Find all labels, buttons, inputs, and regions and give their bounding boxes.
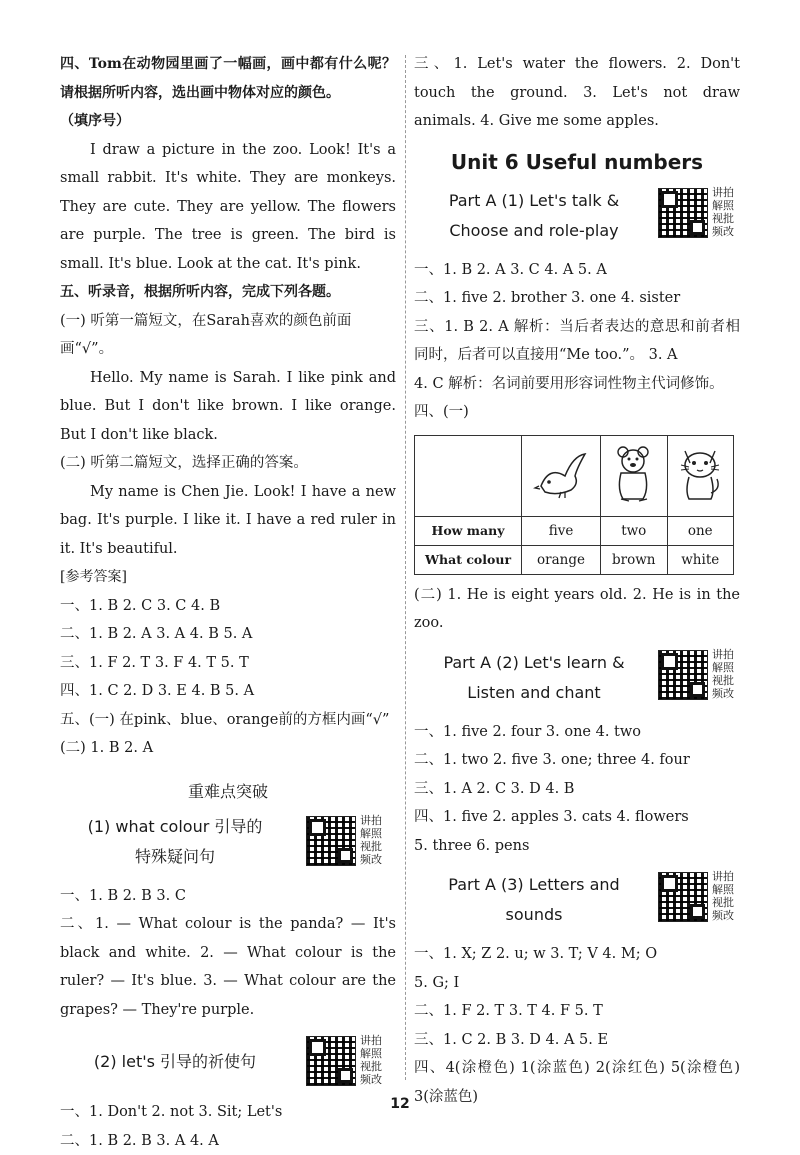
qr-code-icon[interactable]: [306, 1036, 356, 1086]
partA1-title-line1: Part A (1) Let's talk &: [414, 186, 654, 216]
answer-line: 一、1. X; Z 2. u; w 3. T; V 4. M; O: [414, 940, 740, 969]
sub1-title-line1: (1) what colour 引导的: [60, 812, 290, 842]
bear-icon: [601, 435, 667, 516]
answer-line: 二、1. B 2. A 3. A 4. B 5. A: [60, 620, 396, 649]
answer-line: 一、1. Don't 2. not 3. Sit; Let's: [60, 1098, 396, 1127]
answer-line: (二) 1. B 2. A: [60, 734, 396, 763]
qr-code-icon[interactable]: [658, 650, 708, 700]
answer-line: 二、1. — What colour is the panda? — It's black and white. 2. — What colour is the ruler? — It's blue. 3. — What colour are the grapes? — They're purple.: [60, 910, 396, 1024]
partA2-title-line2: Listen and chant: [414, 678, 654, 708]
left-column: [60, 50, 396, 1155]
sub2-header: [60, 1032, 396, 1092]
qr-label: 讲拍解照视批频改: [358, 1034, 384, 1086]
qr-code-icon[interactable]: [658, 872, 708, 922]
page-number: 12: [0, 1096, 800, 1112]
answer-line: 5. three 6. pens: [414, 832, 740, 861]
answer-line: 一、1. B 2. B 3. C: [60, 882, 396, 911]
answer-line: (二) 1. He is eight years old. 2. He is in the zoo.: [414, 581, 740, 638]
q4-instruction: 四、Tom在动物园里画了一幅画，画中都有什么呢？请根据所听内容，选出画中物体对应的颜色。: [60, 50, 396, 107]
partA1-header: [414, 184, 740, 250]
answer-line: 5. G; I: [414, 969, 740, 998]
qr-label: 讲拍解照视批频改: [710, 648, 736, 700]
answer-line: 二、1. two 2. five 3. one; three 4. four: [414, 746, 740, 775]
table-corner: [415, 435, 522, 516]
table-cell: five: [522, 516, 601, 545]
right-column: [414, 50, 740, 1111]
qr-label: 讲拍解照视批频改: [710, 870, 736, 922]
answer-line: 一、1. B 2. C 3. C 4. B: [60, 592, 396, 621]
reference-answer-label: [参考答案]: [60, 563, 396, 592]
bird-icon: [522, 435, 601, 516]
partA2-header: [414, 646, 740, 712]
qr-label: 讲拍解照视批频改: [358, 814, 384, 866]
answer-line: 4. C 解析：名词前要用形容词性物主代词修饰。: [414, 370, 740, 399]
answer-line: 一、1. five 2. four 3. one 4. two: [414, 718, 740, 747]
table-cell: orange: [522, 545, 601, 574]
answer-line: 四、1. C 2. D 3. E 4. B 5. A: [60, 677, 396, 706]
sub1-title-line2: 特殊疑问句: [60, 842, 290, 872]
answer-line: 三、1. C 2. B 3. D 4. A 5. E: [414, 1026, 740, 1055]
partA2-title-line1: Part A (2) Let's learn &: [414, 648, 654, 678]
partA1-title-line2: Choose and role-play: [414, 216, 654, 246]
unit-title: Unit 6 Useful numbers: [414, 150, 740, 174]
answer-line: 五、(一) 在pink、blue、orange前的方框内画“√”: [60, 706, 396, 735]
row-label: How many: [415, 516, 522, 545]
qr-code-icon[interactable]: [658, 188, 708, 238]
partA3-title-line1: Part A (3) Letters and: [414, 870, 654, 900]
q5-part1-instruction: (一) 听第一篇短文，在Sarah喜欢的颜色前面画“√”。: [60, 307, 396, 364]
sub2-title: (2) let's 引导的祈使句: [60, 1047, 290, 1077]
qr-label: 讲拍解照视批频改: [710, 186, 736, 238]
q5-part1-passage: Hello. My name is Sarah. I like pink and blue. But I don't like brown. I like orange. But I don't like black.: [60, 364, 396, 450]
table-cell: white: [667, 545, 734, 574]
answer-line: 四、(一): [414, 398, 740, 427]
answer-line: 二、1. F 2. T 3. T 4. F 5. T: [414, 997, 740, 1026]
q5-part2-passage: My name is Chen Jie. Look! I have a new bag. It's purple. I like it. I have a red ruler in it. It's beautiful.: [60, 478, 396, 564]
answer-line: 三、1. A 2. C 3. D 4. B: [414, 775, 740, 804]
q4-passage: I draw a picture in the zoo. Look! It's a small rabbit. It's white. They are monkeys. They are cute. They are yellow. The flowers are purple. The tree is green. The bird is small. It's blue. Look at the cat. It's pink.: [60, 136, 396, 279]
cat-icon: [667, 435, 734, 516]
answer-line: 二、1. five 2. brother 3. one 4. sister: [414, 284, 740, 313]
row-label: What colour: [415, 545, 522, 574]
answer-line: 一、1. B 2. A 3. C 4. A 5. A: [414, 256, 740, 285]
sub1-header: [60, 810, 396, 876]
section-title: 重难点突破: [60, 779, 396, 802]
answer-line: 三、1. B 2. A 解析：当后者表达的意思和前者相同时，后者可以直接用“Me too.”。 3. A: [414, 313, 740, 370]
answer-line: 二、1. B 2. B 3. A 4. A: [60, 1127, 396, 1155]
table-row: [415, 516, 734, 545]
qr-code-icon[interactable]: [306, 816, 356, 866]
q5-part2-instruction: (二) 听第二篇短文，选择正确的答案。: [60, 449, 396, 478]
q5-instruction: 五、听录音，根据所听内容，完成下列各题。: [60, 278, 396, 307]
answer-line: 三、1. F 2. T 3. F 4. T 5. T: [60, 649, 396, 678]
q4-instruction-note: （填序号）: [60, 107, 396, 136]
partA3-header: [414, 868, 740, 934]
answer-line: 四、1. five 2. apples 3. cats 4. flowers: [414, 803, 740, 832]
animal-count-table: [414, 435, 734, 575]
answer-line: 三、1. Let's water the flowers. 2. Don't touch the ground. 3. Let's not draw animals. 4. Give me some apples.: [414, 50, 740, 136]
column-divider: [405, 55, 406, 1080]
table-cell: one: [667, 516, 734, 545]
table-row: [415, 545, 734, 574]
table-cell: two: [601, 516, 667, 545]
partA3-title-line2: sounds: [414, 900, 654, 930]
table-cell: brown: [601, 545, 667, 574]
answer-line: 四、4(涂橙色) 1(涂蓝色) 2(涂红色) 5(涂橙色) 3(涂蓝色): [414, 1054, 740, 1111]
